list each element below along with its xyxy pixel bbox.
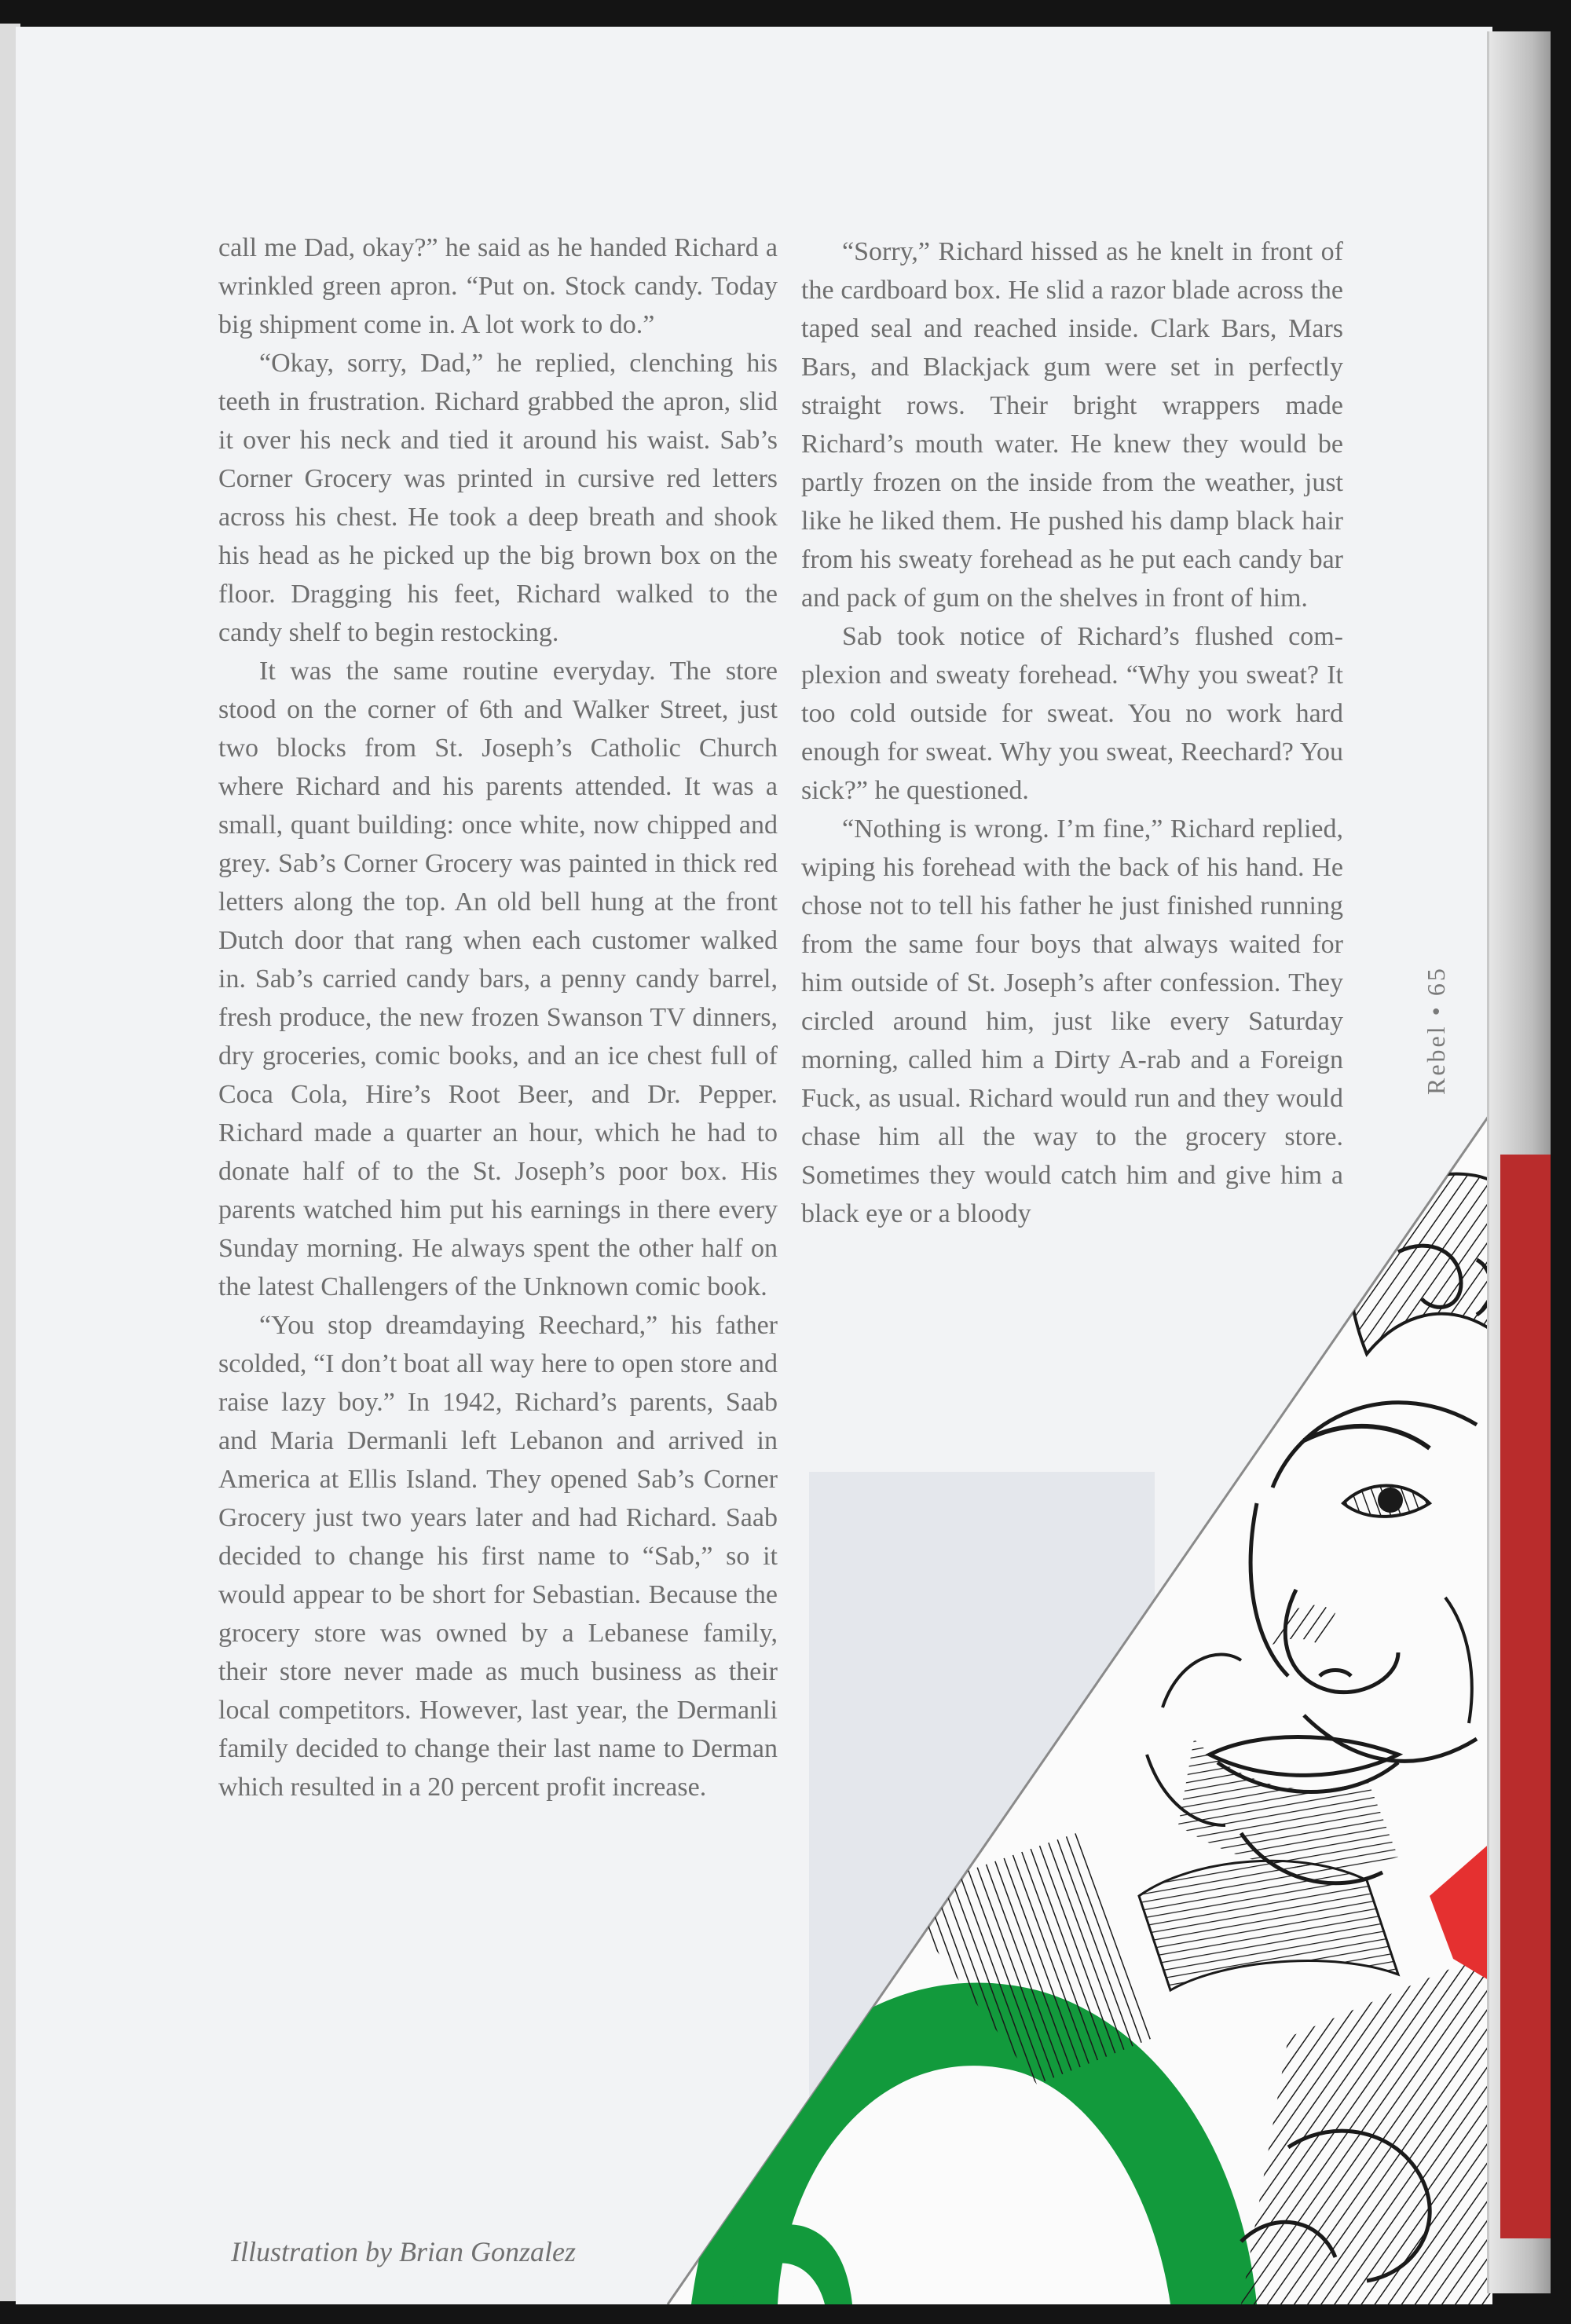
paragraph: “Okay, sorry, Dad,” he replied, clenching his teeth in frustration. Richard grabbed the apron, slid it over his neck and tied it around his waist. Sab’s Corner Grocery was printed in cursive red letters across his chest. He took a deep breath and shook his head as he picked up the big brown box on the floor. Dragging his feet, Richard walked to the candy shelf to begin restocking. — [218, 349, 778, 647]
paragraph: “Sorry,” Richard hissed as he knelt in front of the cardboard box. He slid a razor blade across the taped seal and reached inside. Clark Bars, Mars Bars, and Blackjack gum were set in perfectly straight rows. Their bright wrappers made Richard’s mouth water. He knew they would be partly frozen on the inside from the weather, just like he liked them. He pushed his damp black hair from his sweaty forehead as he put each candy bar and pack of gum on the shelves in front of him. — [801, 237, 1343, 613]
magazine-page — [16, 27, 1492, 2304]
page-stack-red-edge — [1500, 1155, 1551, 2238]
paragraph: “You stop dreamdaying Reechard,” his father scolded, “I don’t boat all way here to open store and raise lazy boy.” In 1942, Richard’s parents, Saab and Maria Dermanli left Lebanon and arrived in America at Ellis Island. They opened Sab’s Corner Grocery just two years later and had Richard. Saab decided to change his first name to “Sab,” so it would appear to be short for Sebastian. Because the grocery store was owned by a Lebanese family, their store never made as much business as their local competitors. However, last year, the Dermanli family decided to change their last name to Derman which resulted in a 20 percent profit increase. — [218, 1311, 778, 1802]
illustration-credit: Illustration by Brian Gonzalez — [231, 2236, 576, 2267]
paragraph: call me Dad, okay?” he said as he handed Richard a wrinkled green apron. “Put on. Stock candy. Today big shipment come in. A lot work to do.” — [218, 233, 778, 339]
face-line-illustration — [16, 27, 1492, 2304]
paragraph: “Nothing is wrong. I’m fine,” Richard replied, wiping his forehead with the back of his hand. He chose not to tell his father he just finished running from the same four boys that always waited for him outside of St. Joseph’s after confession. They circled around him, just like every Saturday morning, called him a Dirty A-rab and a Foreign Fuck, as usual. Richard would run and they would chase him all the way to the grocery store. Sometimes they would catch him and give him a black eye or a bloody — [801, 814, 1343, 1228]
paragraph: Sab took notice of Richard’s flushed com-plexion and sweaty forehead. “Why you sweat? It too cold outside for sweat. You no work hard enough for sweat. Why you sweat, Reechard? You sick?” he questioned. — [801, 622, 1343, 805]
page-folio: Rebel • 65 — [1422, 966, 1450, 1095]
pupil — [1378, 1488, 1403, 1513]
paragraph: It was the same routine everyday. The store stood on the corner of 6th and Walker Street, just two blocks from St. Joseph’s Catholic Church where Richard and his parents attended. It was a small, quant building: once white, now chipped and grey. Sab’s Corner Grocery was painted in thick red letters along the top. An old bell hung at the front Dutch door that rang when each customer walked in. Sab’s carried candy bars, a penny candy barrel, fresh produce, the new frozen Swanson TV dinners, dry groceries, comic books, and an ice chest full of Coca Cola, Hire’s Root Beer, and Dr. Pepper. Richard made a quarter an hour, which he had to donate half of to the St. Joseph’s poor box. His parents watched him put his earnings in there every Sunday morning. He always spent the other half on the latest Challengers of the Unknown comic book. — [218, 657, 778, 1301]
